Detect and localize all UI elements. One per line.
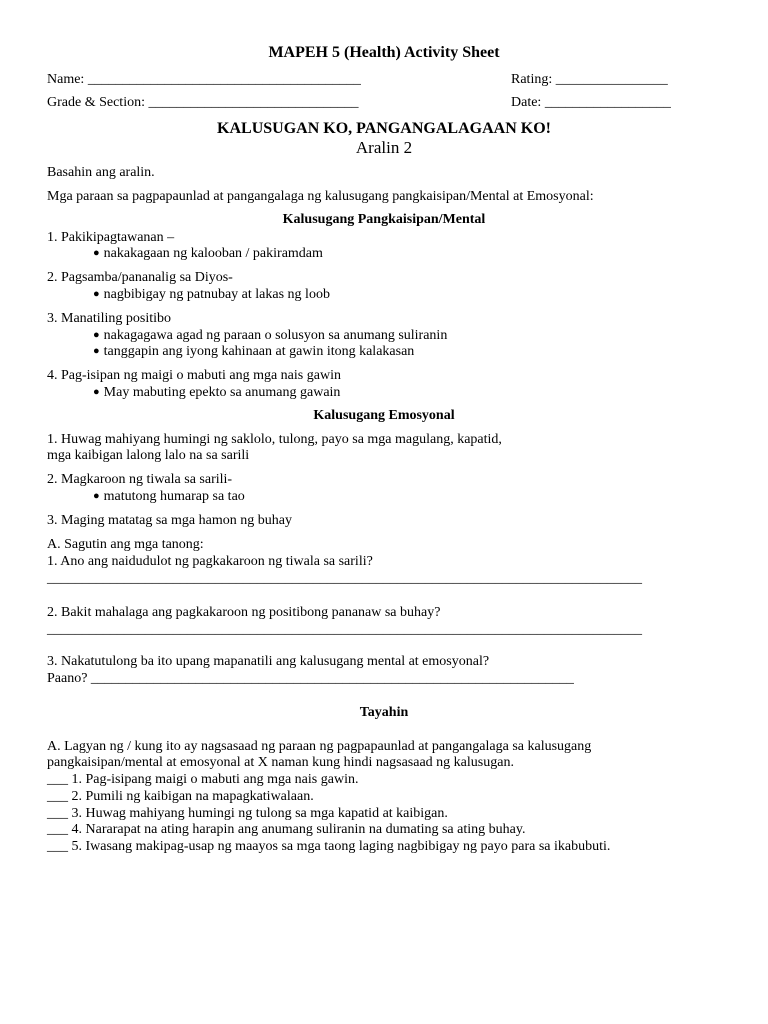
tayahin-item-1: ___ 1. Pag-isipang maigi o mabuti ang mga nais gawin. — [47, 772, 359, 787]
question-2: 2. Bakit mahalaga ang pagkakaroon ng positibong pananaw sa buhay? — [47, 605, 441, 620]
answer-line-3: Paano? _____________________________________________________________________ — [47, 671, 574, 686]
question-3: 3. Nakatutulong ba ito upang mapanatili ang kalusugang mental at emosyonal? — [47, 654, 490, 669]
mental-item-1-bullet: ● nakakagaan ng kalooban / pakiramdam — [93, 246, 323, 262]
tayahin-item-5: ___ 5. Iwasang makipag-usap ng maayos sa mga taong laging nagbibigay ng payo para sa ikabubuti. — [47, 839, 611, 854]
mental-heading: Kalusugang Pangkaisipan/Mental — [282, 212, 486, 227]
rating-field: Rating: ________________ — [511, 72, 668, 87]
question-1: 1. Ano ang naidudulot ng pagkakaroon ng tiwala sa sarili? — [47, 554, 373, 569]
tayahin-item-4: ___ 4. Nararapat na ating harapin ang anumang suliranin na dumating sa ating buhay. — [47, 822, 526, 837]
mental-item-3-bullet-2: ● tanggapin ang iyong kahinaan at gawin itong kalakasan — [93, 344, 414, 360]
date-field: Date: __________________ — [511, 95, 671, 110]
emotional-item-3: 3. Maging matatag sa mga hamon ng buhay — [47, 513, 292, 528]
mental-item-2: 2. Pagsamba/pananalig sa Diyos- — [47, 270, 233, 285]
intro: Mga paraan sa pagpapaunlad at pangangalaga ng kalusugang pangkaisipan/Mental at Emosyonal: — [47, 189, 594, 204]
lesson-title: KALUSUGAN KO, PANGANGALAGAAN KO! — [217, 120, 551, 137]
tayahin-instruction-2: pangkaisipan/mental at emosyonal at X naman kung hindi nagsasaad ng kalusugan. — [47, 755, 514, 770]
mental-item-2-bullet: ● nagbibigay ng patnubay at lakas ng loob — [93, 287, 330, 303]
emotional-item-2: 2. Magkaroon ng tiwala sa sarili- — [47, 472, 233, 487]
grade-section-field: Grade & Section: ______________________________ — [47, 95, 359, 110]
tayahin-instruction-1: A. Lagyan ng / kung ito ay nagsasaad ng paraan ng pagpapaunlad at pangangalaga sa kalusugang — [47, 739, 592, 754]
lesson-subtitle: Aralin 2 — [355, 138, 413, 157]
name-field: Name: _______________________________________ — [47, 72, 361, 87]
mental-item-1: 1. Pakikipagtawanan – — [47, 230, 175, 245]
emotional-item-1: 1. Huwag mahiyang humingi ng saklolo, tulong, payo sa mga magulang, kapatid, — [47, 432, 502, 447]
answer-line-2: _____________________________________________________________________________________ — [47, 622, 642, 637]
emotional-heading: Kalusugang Emosyonal — [313, 408, 455, 423]
tayahin-item-2: ___ 2. Pumili ng kaibigan na mapagkatiwalaan. — [47, 789, 314, 804]
emotional-item-1-cont: mga kaibigan lalong lalo na sa sarili — [47, 448, 250, 463]
instruction: Basahin ang aralin. — [47, 165, 155, 180]
questions-heading: A. Sagutin ang mga tanong: — [47, 537, 204, 552]
mental-item-4-bullet: ● May mabuting epekto sa anumang gawain — [93, 385, 340, 401]
mental-item-3-bullet-1: ● nakagagawa agad ng paraan o solusyon sa anumang suliranin — [93, 328, 447, 344]
sheet-title: MAPEH 5 (Health) Activity Sheet — [268, 44, 500, 61]
mental-item-4: 4. Pag-isipan ng maigi o mabuti ang mga nais gawin — [47, 368, 341, 383]
tayahin-item-3: ___ 3. Huwag mahiyang humingi ng tulong sa mga kapatid at kaibigan. — [47, 806, 448, 821]
answer-line-1: _____________________________________________________________________________________ — [47, 571, 642, 586]
mental-item-3: 3. Manatiling positibo — [47, 311, 172, 326]
tayahin-heading: Tayahin — [359, 705, 409, 720]
emotional-item-2-bullet: ● matutong humarap sa tao — [93, 489, 245, 505]
